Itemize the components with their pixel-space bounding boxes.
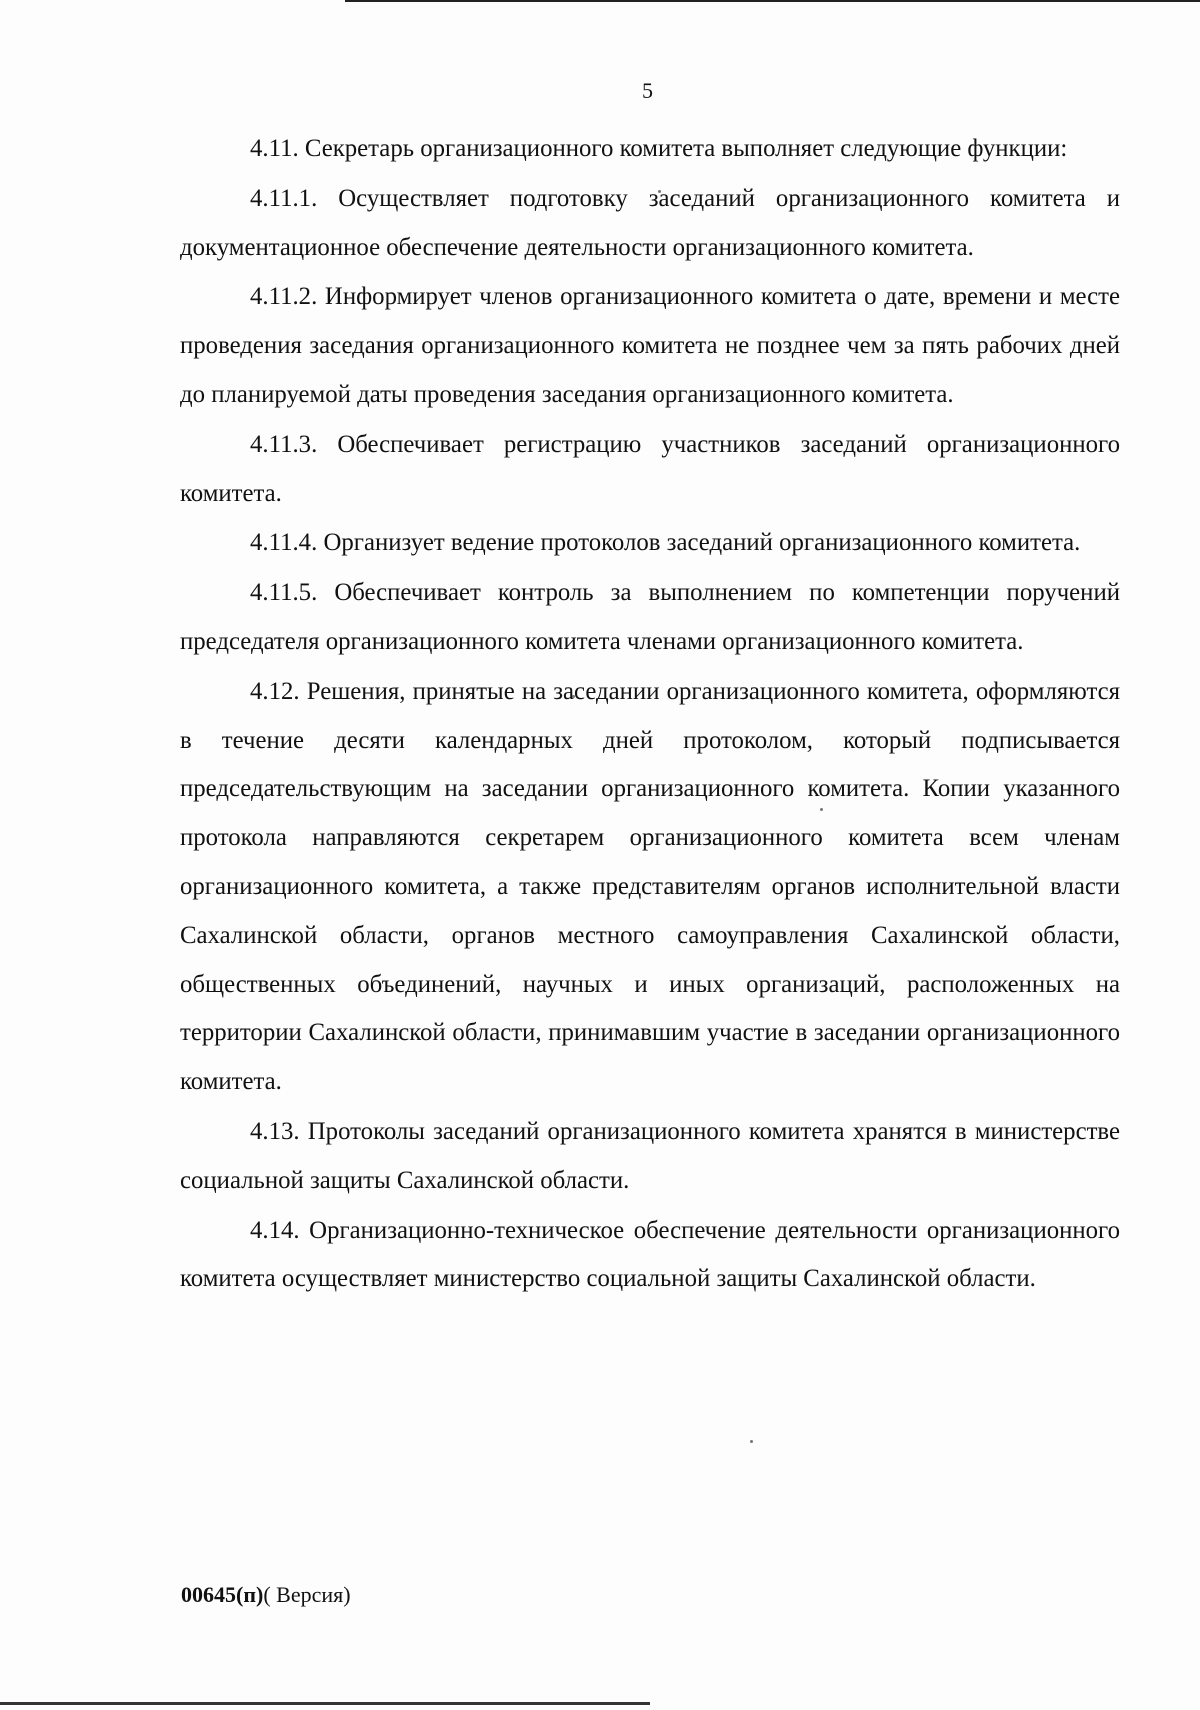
document-version: ( Версия) <box>263 1582 351 1607</box>
paragraph-4-11-1: 4.11.1. Осуществляет подготовку заседаний организационного комитета и документационное обеспечение деятельности организационного комитета. <box>180 184 1120 261</box>
paragraph-4-11-4: 4.11.4. Организует ведение протоколов заседаний организационного комитета. <box>250 529 1081 557</box>
document-body <box>180 125 1120 1305</box>
paragraph-4-11: 4.11. Секретарь организационного комитета выполняет следующие функции: <box>250 135 1068 162</box>
paragraph-4-11-2: 4.11.2. Информирует членов организационного комитета о дате, времени и месте проведения заседания организационного комитета не позднее чем за пять рабочих дней до планируемой даты проведения заседания организационного комитета. <box>180 283 1120 408</box>
paragraph-4-12: 4.12. Решения, принятые на заседании организационного комитета, оформляются в течение десяти календарных дней протоколом, который подписывается председательствующим на заседании организационного комитета. Копии указанного протокола направляются секретарем организационного комитета всем членам организационного комитета, а также представителям органов исполнительной власти Сахалинской области, органов местного самоуправления Сахалинской области, общественных объединений, научных и иных организаций, расположенных на территории Сахалинской области, принимавшим участие в заседании организационного комитета. <box>180 677 1120 1096</box>
paragraph-4-14: 4.14. Организационно-техническое обеспечение деятельности организационного комитета осуществляет министерство социальной защиты Сахалинской области. <box>180 1216 1120 1293</box>
paragraph-4-11-3: 4.11.3. Обеспечивает регистрацию участников заседаний организационного комитета. <box>180 430 1120 507</box>
scan-edge-line-top <box>345 0 1200 2</box>
document-code: 00645(п) <box>181 1582 264 1607</box>
document-code-footer <box>181 1580 351 1610</box>
paragraph-4-11-5: 4.11.5. Обеспечивает контроль за выполнением по компетенции поручений председателя организационного комитета членами организационного комитета. <box>180 579 1120 655</box>
paragraph-4-13: 4.13. Протоколы заседаний организационного комитета хранятся в министерстве социальной защиты Сахалинской области. <box>180 1117 1120 1194</box>
page-number: 5 <box>642 78 653 103</box>
scan-edge-line-bottom <box>0 1702 650 1705</box>
scan-speck <box>750 1440 753 1443</box>
